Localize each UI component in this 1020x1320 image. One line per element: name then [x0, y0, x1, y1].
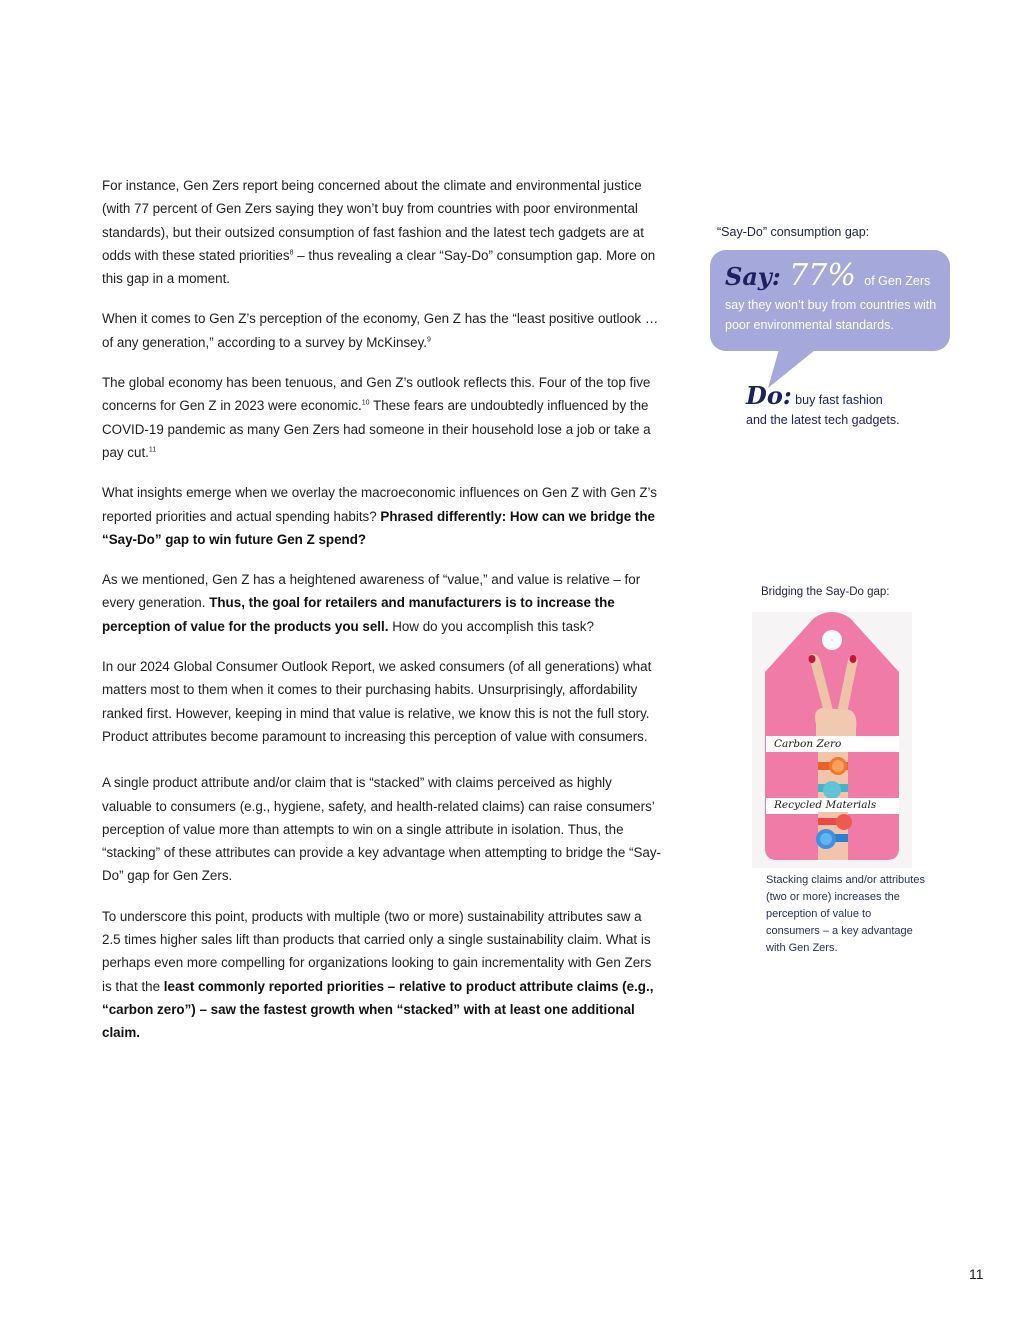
- body-paragraph: [102, 371, 662, 464]
- body-paragraph: [102, 481, 662, 551]
- say-small-text: of Gen Zers: [864, 274, 931, 288]
- bold-text: Phrased differently: How can we bridge the “Say-Do” gap to win future Gen Z spend?: [102, 508, 655, 547]
- body-paragraph: [102, 174, 662, 290]
- do-line-2: and the latest tech gadgets.: [746, 413, 900, 427]
- body-paragraph: [102, 905, 662, 1045]
- text-run: When it comes to Gen Z’s perception of the economy, Gen Z has the “least positive outlook … of any generation,” according to a survey by McKinsey.: [102, 311, 659, 350]
- say-statement: [725, 258, 930, 293]
- text-run: How do you accomplish this task?: [388, 618, 594, 634]
- say-do-gap-label: “Say-Do” consumption gap:: [717, 225, 870, 239]
- text-run: For instance, Gen Zers report being concerned about the climate and environmental justice (with 77 percent of Gen Zers saying they won’t buy from countries with poor environmental standards), but their outsized consumption of fast fashion and the latest tech gadgets are at odds with these stated priorities: [102, 178, 644, 263]
- tag-caption: Stacking claims and/or attributes (two or more) increases the perception of value to consumers – a key advantage with Gen Zers.: [766, 874, 925, 954]
- text-run: In our 2024 Global Consumer Outlook Report, we asked consumers (of all generations) what matters most to them when it comes to their purchasing habits. Unsurprisingly, affordability ranked first. However, keeping in mind that value is relative, we know this is not the full story. Product attributes become paramount to increasing this perception of value with consumers.: [102, 659, 652, 744]
- claim-recycled-materials: Recycled Materials: [774, 799, 877, 811]
- do-statement: [746, 381, 946, 430]
- claim-carbon-zero: Carbon Zero: [774, 738, 842, 750]
- article-body: [102, 174, 662, 1062]
- text-run: The global economy has been tenuous, and Gen Z’s outlook reflects this. Four of the top five concerns for Gen Z in 2023 were economic.: [102, 375, 651, 414]
- text-run: A single product attribute and/or claim that is “stacked” with claims perceived as highly valuable to consumers (e.g., hygiene, safety, and health-related claims) can raise consumers’ perception of value more than attempts to win on a single attribute in isolation. Thus, the “stacking” of these attributes can provide a key advantage when attempting to bridge the “Say-Do” gap for Gen Zers.: [102, 775, 662, 884]
- say-detail: say they won’t buy from countries with poor environmental standards.: [725, 298, 937, 332]
- do-line-1: buy fast fashion: [795, 393, 883, 407]
- do-word: Do:: [746, 381, 792, 410]
- body-paragraph: [102, 771, 662, 887]
- page-number: 11: [969, 1266, 984, 1282]
- say-percent: 77%: [789, 258, 856, 293]
- text-run: These fears are undoubtedly influenced by the COVID-19 pandemic as many Gen Zers had someone in their household lose a job or take a pay cut.: [102, 398, 651, 460]
- bridging-label: Bridging the Say-Do gap:: [761, 586, 890, 598]
- bold-text: least commonly reported priorities – relative to product attribute claims (e.g., “carbon zero”) – saw the fastest growth when “stacked” with at least one additional claim.: [102, 978, 654, 1041]
- footnote-ref: 10: [361, 399, 370, 407]
- body-paragraph: [102, 568, 662, 638]
- text-run: As we mentioned, Gen Z has a heightened awareness of “value,” and value is relative – for every generation.: [102, 572, 641, 611]
- footnote-ref: 11: [148, 446, 157, 454]
- text-run: – thus revealing a clear “Say-Do” consumption gap. More on this gap in a moment.: [102, 247, 656, 287]
- text-run: What insights emerge when we overlay the macroeconomic influences on Gen Z with Gen Z’s reported priorities and actual spending habits?: [102, 485, 657, 524]
- footnote-ref: 9: [427, 336, 431, 344]
- say-word: Say:: [725, 262, 781, 291]
- body-paragraph: [102, 307, 662, 354]
- bold-text: Thus, the goal for retailers and manufacturers is to increase the perception of value for the products you sell.: [102, 595, 615, 634]
- footnote-ref: 8: [289, 249, 294, 257]
- body-paragraph: [102, 655, 662, 748]
- text-run: To underscore this point, products with multiple (two or more) sustainability attributes saw a 2.5 times higher sales lift than products that carried only a single sustainability claim. What is perhaps even more compelling for organizations looking to gain incrementality with Gen Zers is that the: [102, 908, 652, 994]
